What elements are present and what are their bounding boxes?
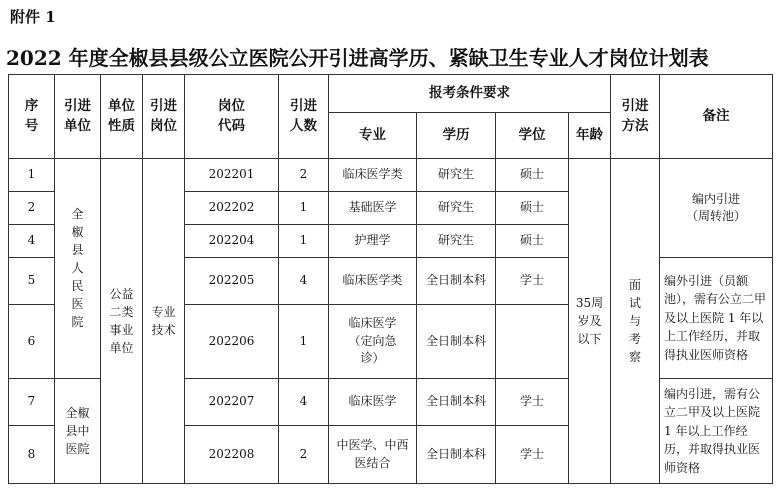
cell-education: 研究生	[417, 159, 496, 192]
cell-post-type: 专业技术	[143, 159, 185, 484]
cell-degree: 学士	[496, 426, 569, 484]
header-code: 岗位代码	[185, 75, 279, 159]
cell-unit-tcm-hospital: 全椒县中医院	[55, 379, 101, 484]
cell-seq: 5	[9, 258, 55, 305]
header-count: 引进人数	[279, 75, 329, 159]
cell-education: 全日制本科	[417, 305, 496, 379]
cell-major: 基础医学	[329, 192, 417, 225]
cell-remark-3: 编内引进，需有公立二甲及以上医院 1 年以上工作经历，并取得执业医师资格	[660, 379, 773, 484]
header-age: 年龄	[569, 113, 611, 159]
header-requirements: 报考条件要求	[329, 75, 611, 113]
attachment-label: 附件 1	[10, 8, 56, 26]
cell-degree: 硕士	[496, 225, 569, 258]
header-post: 引进岗位	[143, 75, 185, 159]
cell-count: 4	[279, 379, 329, 426]
cell-seq: 8	[9, 426, 55, 484]
header-remark: 备注	[660, 75, 773, 159]
cell-seq: 4	[9, 225, 55, 258]
cell-major: 临床医学类	[329, 258, 417, 305]
cell-count: 1	[279, 305, 329, 379]
cell-unit-people-hospital: 全椒县人民医院	[55, 159, 101, 379]
header-unit: 引进单位	[55, 75, 101, 159]
cell-count: 2	[279, 159, 329, 192]
post-plan-table	[8, 74, 773, 484]
cell-seq: 7	[9, 379, 55, 426]
cell-seq: 2	[9, 192, 55, 225]
cell-education: 全日制本科	[417, 379, 496, 426]
cell-major: 临床医学类	[329, 159, 417, 192]
cell-code: 202205	[185, 258, 279, 305]
cell-seq: 6	[9, 305, 55, 379]
cell-code: 202208	[185, 426, 279, 484]
cell-code: 202201	[185, 159, 279, 192]
cell-degree: 学士	[496, 379, 569, 426]
cell-degree: 硕士	[496, 192, 569, 225]
cell-education: 研究生	[417, 192, 496, 225]
header-education: 学历	[417, 113, 496, 159]
header-row-1	[9, 75, 773, 113]
cell-code: 202206	[185, 305, 279, 379]
cell-degree: 硕士	[496, 159, 569, 192]
cell-age: 35周岁及以下	[569, 159, 611, 484]
header-major: 专业	[329, 113, 417, 159]
header-method: 引进方法	[611, 75, 660, 159]
cell-count: 1	[279, 192, 329, 225]
cell-seq: 1	[9, 159, 55, 192]
header-degree: 学位	[496, 113, 569, 159]
cell-count: 4	[279, 258, 329, 305]
header-seq: 序号	[9, 75, 55, 159]
cell-major: 中医学、中西医结合	[329, 426, 417, 484]
cell-code: 202207	[185, 379, 279, 426]
cell-count: 1	[279, 225, 329, 258]
header-nature: 单位性质	[101, 75, 143, 159]
cell-remark-1: 编内引进（周转池）	[660, 159, 773, 258]
document-title: 2022 年度全椒县县级公立医院公开引进高学历、紧缺卫生专业人才岗位计划表	[6, 46, 709, 70]
table-row	[9, 159, 773, 192]
cell-education: 全日制本科	[417, 258, 496, 305]
cell-major: 护理学	[329, 225, 417, 258]
cell-education: 研究生	[417, 225, 496, 258]
cell-method: 面试与考察	[611, 159, 660, 484]
cell-major: 临床医学（定向急诊）	[329, 305, 417, 379]
cell-major: 临床医学	[329, 379, 417, 426]
cell-remark-2: 编外引进（员额池），需有公立二甲及以上医院 1 年以上工作经历，并取得执业医师资格	[660, 258, 773, 379]
cell-code: 202204	[185, 225, 279, 258]
cell-unit-nature: 公益二类事业单位	[101, 159, 143, 484]
cell-degree	[496, 305, 569, 379]
cell-degree: 学士	[496, 258, 569, 305]
cell-education: 全日制本科	[417, 426, 496, 484]
cell-code: 202202	[185, 192, 279, 225]
cell-count: 2	[279, 426, 329, 484]
